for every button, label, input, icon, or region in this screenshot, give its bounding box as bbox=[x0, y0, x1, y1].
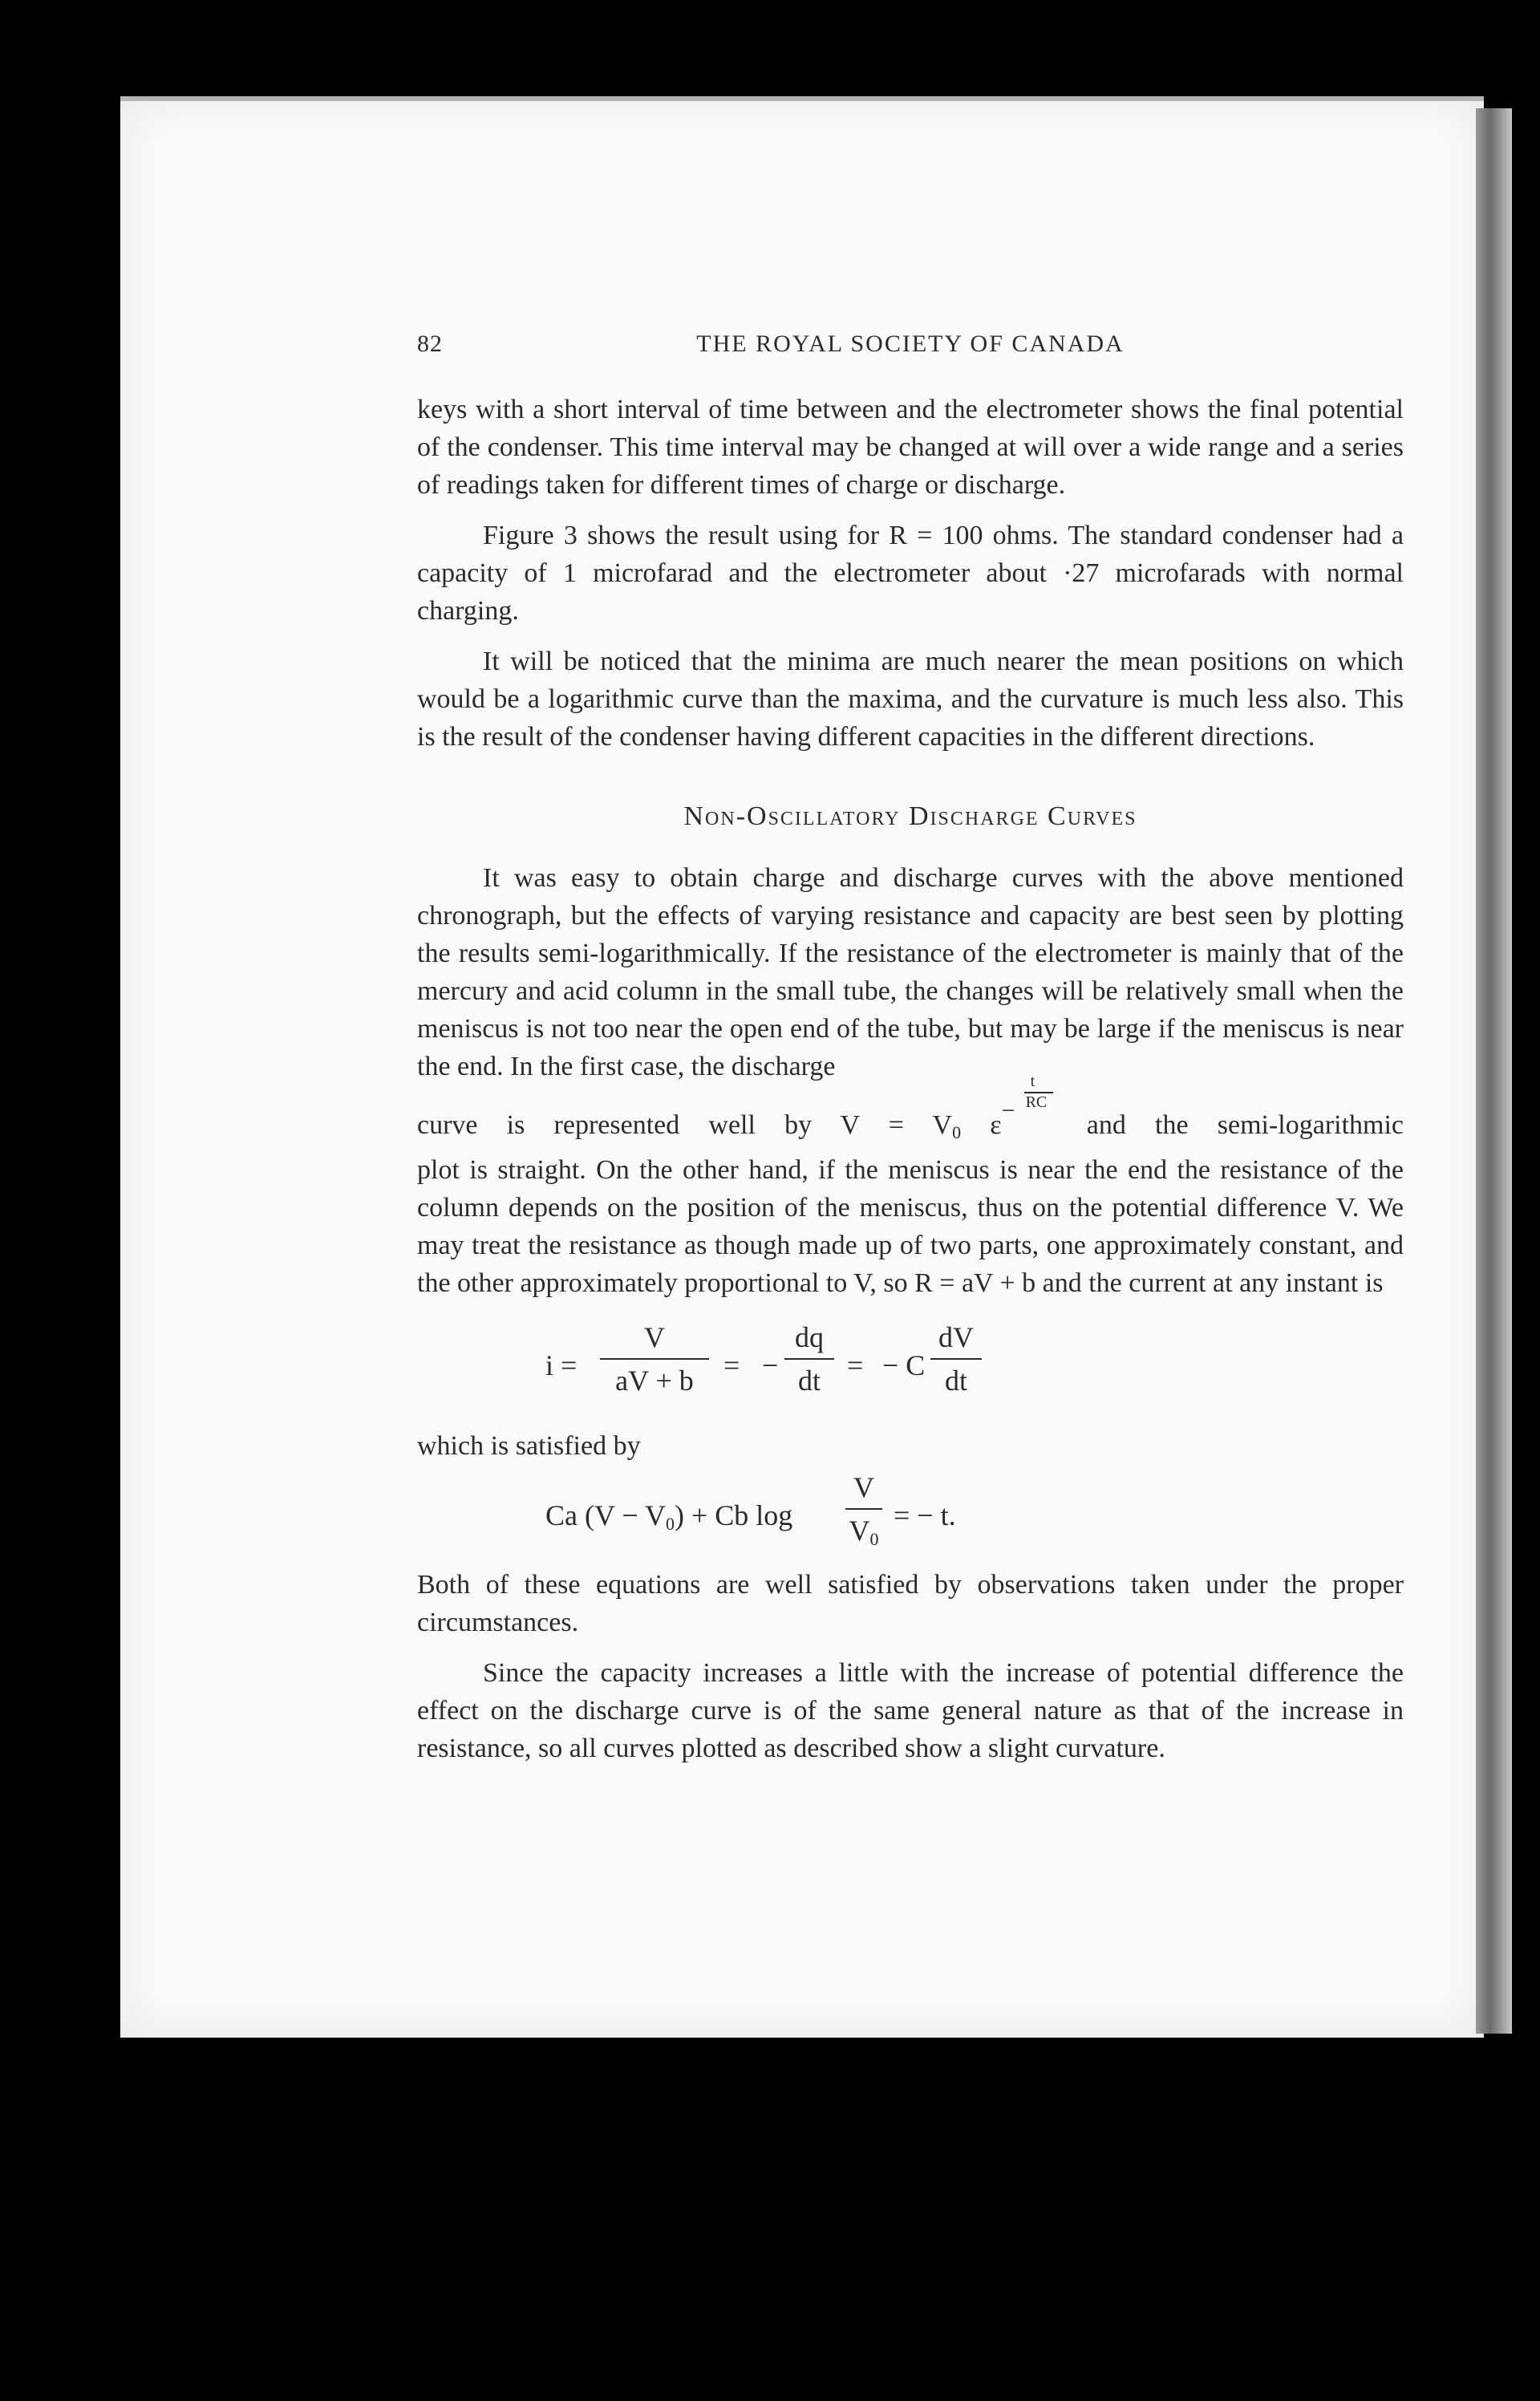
paragraph-4-continued: plot is straight. On the other hand, if the meniscus is near the end the resistance of the column depends on the position of the meniscus, thus on the potential difference V. We may treat the resistance as though made up of two parts, one approximately constant, and the other approximately proportional to V, so R = aV + b and the current at any instant is bbox=[417, 1155, 1404, 1298]
formula-subscript: 0 bbox=[952, 1122, 962, 1142]
page-top-edge bbox=[120, 96, 1484, 101]
eq1-f3-denominator: dt bbox=[944, 1365, 967, 1397]
eq2-denominator-subscript: 0 bbox=[869, 1529, 879, 1549]
epsilon-symbol: ε bbox=[990, 1110, 1002, 1140]
paragraph-4 bbox=[417, 859, 1404, 1085]
eq1-minus-1: − bbox=[762, 1349, 779, 1381]
eq2-lhs-subscript: 0 bbox=[665, 1514, 675, 1534]
journal-title: THE ROYAL SOCIETY OF CANADA bbox=[696, 331, 1125, 357]
exponent-minus: − bbox=[1001, 1097, 1015, 1124]
eq2-denominator bbox=[845, 1513, 882, 1557]
page-number: 82 bbox=[417, 331, 443, 357]
paragraph-4-text: It was easy to obtain charge and discharge curves with the above mentioned chronograph, but the effects of varying resistance and capacity are best seen by plotting the results semi-logarithmically. If the resistance of the electrometer is mainly that of the mercury and acid column in the small tube, the changes will be relatively small when the meniscus is not too near the open end of the tube, but may be large if the meniscus is near the end. In the first case, the discharge bbox=[417, 863, 1404, 1081]
eq1-f3-bar bbox=[930, 1358, 982, 1360]
eq2-fraction bbox=[845, 1470, 882, 1557]
exponent-denominator: RC bbox=[1025, 1093, 1048, 1111]
eq2-lhs-text: Ca (V − V bbox=[545, 1499, 666, 1531]
paragraph-1: keys with a short interval of time between and the electrometer shows the final potential of the condenser. This time interval may be changed at will over a wide range and a series of readings taken for different times of charge or discharge. bbox=[417, 395, 1404, 500]
eq1-f2-numerator: dq bbox=[795, 1321, 824, 1353]
formula-lead-text: curve is represented well by V = V bbox=[417, 1110, 953, 1140]
page-content bbox=[417, 325, 1404, 1780]
discharge-formula-line bbox=[417, 1073, 1404, 1151]
eq2-lhs bbox=[545, 1497, 792, 1543]
running-head bbox=[417, 325, 1404, 365]
eq1-f2-denominator: dt bbox=[797, 1365, 821, 1397]
eq1-f1-numerator: V bbox=[644, 1321, 665, 1353]
eq1-f2-bar bbox=[784, 1358, 834, 1360]
paragraph-3: It will be noticed that the minima are much nearer the mean positions on which would be a logarithmic curve than the maxima, and the curvature is much less also. This is the result of the condenser having different capacities in the different directions. bbox=[417, 647, 1404, 752]
paragraph-5: which is satisfied by bbox=[417, 1431, 641, 1461]
section-heading: Non-Oscillatory Discharge Curves bbox=[683, 801, 1137, 831]
current-equation bbox=[417, 1315, 1404, 1419]
eq2-bar bbox=[845, 1508, 882, 1510]
eq1-fraction-2 bbox=[784, 1320, 834, 1398]
paragraph-2: Figure 3 shows the result using for R = 100 ohms. The standard condenser had a capacity of 1 microfarad and the electrometer about ·27 microfarads with normal charging. bbox=[417, 521, 1404, 626]
eq2-lhs-close: ) + Cb log bbox=[674, 1499, 793, 1531]
eq1-f1-denominator: aV + b bbox=[615, 1365, 694, 1397]
eq1-equals-2: = bbox=[847, 1349, 864, 1381]
eq1-equals-1: = bbox=[723, 1349, 740, 1381]
eq2-numerator: V bbox=[853, 1471, 874, 1503]
paragraph-6: Both of these equations are well satisfied by observations taken under the proper circumstances. bbox=[417, 1570, 1404, 1637]
eq1-minus-c: − C bbox=[882, 1349, 926, 1381]
eq1-lhs: i = bbox=[545, 1349, 578, 1381]
book-spine-edge bbox=[1476, 108, 1512, 2034]
paragraph-7: Since the capacity increases a little with the increase of potential difference the effect on the discharge curve is of the same general nature as that of the increase in resistance, so all curves plotted as described show a slight curvature. bbox=[417, 1658, 1404, 1763]
formula-tail-text: and the semi-logarithmic bbox=[1086, 1110, 1404, 1140]
eq1-f3-numerator: dV bbox=[938, 1321, 974, 1353]
eq1-f1-bar bbox=[600, 1358, 709, 1360]
exponent-numerator: t bbox=[1030, 1073, 1035, 1090]
eq2-rhs: = − t. bbox=[894, 1499, 956, 1531]
eq1-fraction-1 bbox=[600, 1320, 709, 1398]
satisfied-equation bbox=[417, 1470, 1404, 1558]
eq2-denominator-text: V bbox=[849, 1515, 870, 1547]
eq1-fraction-3 bbox=[930, 1320, 982, 1398]
exponent bbox=[1001, 1073, 1058, 1124]
